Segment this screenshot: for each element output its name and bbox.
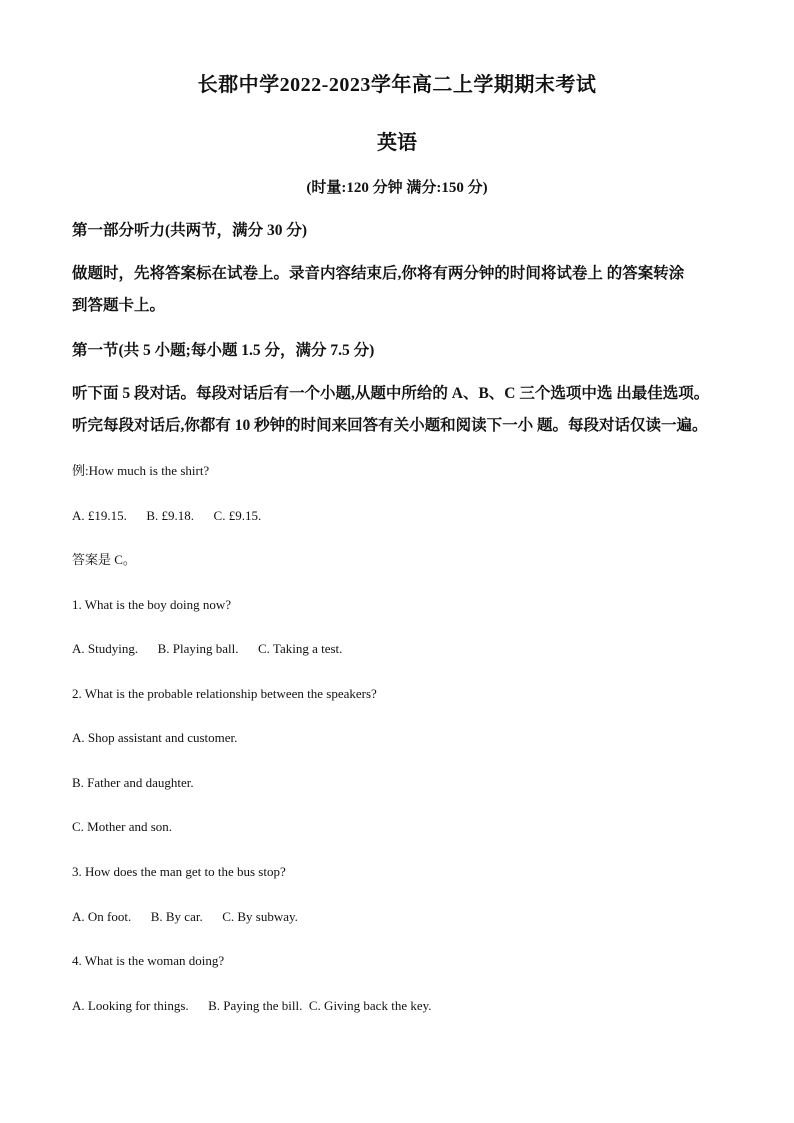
question-3: 3. How does the man get to the bus stop? — [72, 864, 286, 879]
example-answer: 答案是 C。 — [72, 552, 136, 567]
exam-timing: (时量:120 分钟 满分:150 分) — [306, 180, 488, 196]
question-4: 4. What is the woman doing? — [72, 953, 225, 968]
question-3-options: A. On foot. B. By car. C. By subway. — [72, 909, 298, 924]
subject-title: 英语 — [377, 132, 417, 154]
example-options: A. £19.15. B. £9.18. C. £9.15. — [72, 508, 262, 523]
example-question: 例:How much is the shirt? — [72, 463, 210, 478]
question-1: 1. What is the boy doing now? — [72, 597, 231, 612]
section1-instruction-line1: 听下面 5 段对话。每段对话后有一个小题,从题中所给的 A、B、C 三个选项中选 出最佳选项。 — [72, 385, 710, 402]
question-2-option-b: B. Father and daughter. — [72, 775, 194, 790]
section1-heading: 第一节(共 5 小题;每小题 1.5 分，满分 7.5 分) — [72, 342, 375, 359]
question-1-options: A. Studying. B. Playing ball. C. Taking a test. — [72, 641, 343, 656]
question-2: 2. What is the probable relationship between the speakers? — [72, 686, 377, 701]
question-4-options: A. Looking for things. B. Paying the bill. C. Giving back the key. — [72, 998, 432, 1013]
question-2-option-a: A. Shop assistant and customer. — [72, 730, 238, 745]
question-2-option-c: C. Mother and son. — [72, 819, 173, 834]
exam-title: 长郡中学2022-2023学年高二上学期期末考试 — [197, 74, 597, 96]
section1-instruction-line2: 听完每段对话后,你都有 10 秒钟的时间来回答有关小题和阅读下一小 题。每段对话仅读一遍。 — [72, 417, 708, 434]
part1-instruction-line1: 做题时，先将答案标在试卷上。录音内容结束后,你将有两分钟的时间将试卷上 的答案转涂 — [72, 265, 685, 282]
part1-heading: 第一部分听力(共两节，满分 30 分) — [72, 222, 308, 239]
part1-instruction-line2: 到答题卡上。 — [72, 297, 166, 314]
